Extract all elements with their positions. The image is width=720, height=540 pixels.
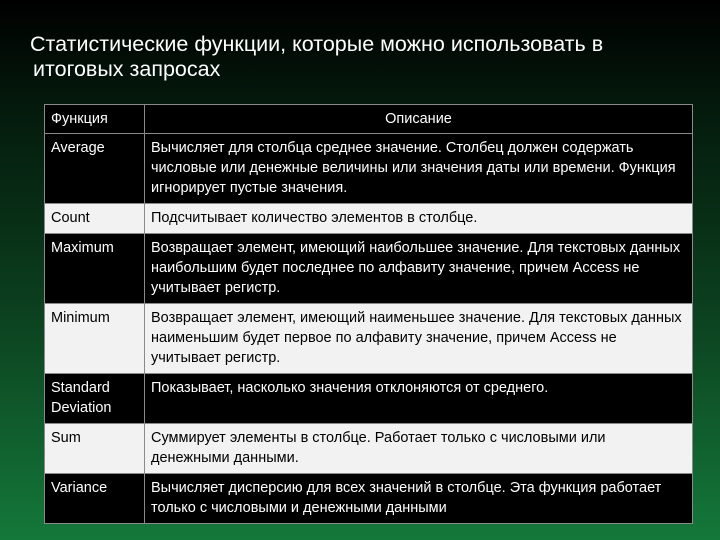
slide-title-line-1: Статистические функции, которые можно использовать в bbox=[30, 32, 604, 56]
functions-table bbox=[44, 104, 693, 524]
table-row bbox=[45, 134, 693, 204]
table-row bbox=[45, 474, 693, 524]
table-header-row bbox=[45, 105, 693, 134]
function-description-cell: Возвращает элемент, имеющий наименьшее значение. Для текстовых данных наименьшим будет первое по алфавиту значение, причем Access не учитывает регистр. bbox=[145, 304, 693, 374]
column-header-description: Описание bbox=[145, 105, 693, 134]
function-name-cell: Sum bbox=[45, 424, 145, 474]
function-description-cell: Возвращает элемент, имеющий наибольшее значение. Для текстовых данных наибольшим будет последнее по алфавиту значение, причем Access не учитывает регистр. bbox=[145, 234, 693, 304]
function-name-cell: Minimum bbox=[45, 304, 145, 374]
table-row bbox=[45, 374, 693, 424]
slide-title-line-2: итоговых запросах bbox=[33, 57, 221, 81]
function-description-cell: Вычисляет дисперсию для всех значений в столбце. Эта функция работает только с числовыми и денежными данными bbox=[145, 474, 693, 524]
table-row bbox=[45, 234, 693, 304]
function-name-cell: Variance bbox=[45, 474, 145, 524]
function-name-cell: Count bbox=[45, 204, 145, 234]
column-header-function: Функция bbox=[45, 105, 145, 134]
table-row bbox=[45, 424, 693, 474]
function-name-cell: Average bbox=[45, 134, 145, 204]
table-row bbox=[45, 304, 693, 374]
function-description-cell: Вычисляет для столбца среднее значение. Столбец должен содержать числовые или денежные величины или значения даты или времени. Функция игнорирует пустые значения. bbox=[145, 134, 693, 204]
function-name-cell: Maximum bbox=[45, 234, 145, 304]
function-name-cell: Standard Deviation bbox=[45, 374, 145, 424]
slide-title bbox=[30, 32, 690, 82]
function-description-cell: Подсчитывает количество элементов в столбце. bbox=[145, 204, 693, 234]
function-description-cell: Суммирует элементы в столбце. Работает только с числовыми или денежными данными. bbox=[145, 424, 693, 474]
function-description-cell: Показывает, насколько значения отклоняются от среднего. bbox=[145, 374, 693, 424]
table-row bbox=[45, 204, 693, 234]
